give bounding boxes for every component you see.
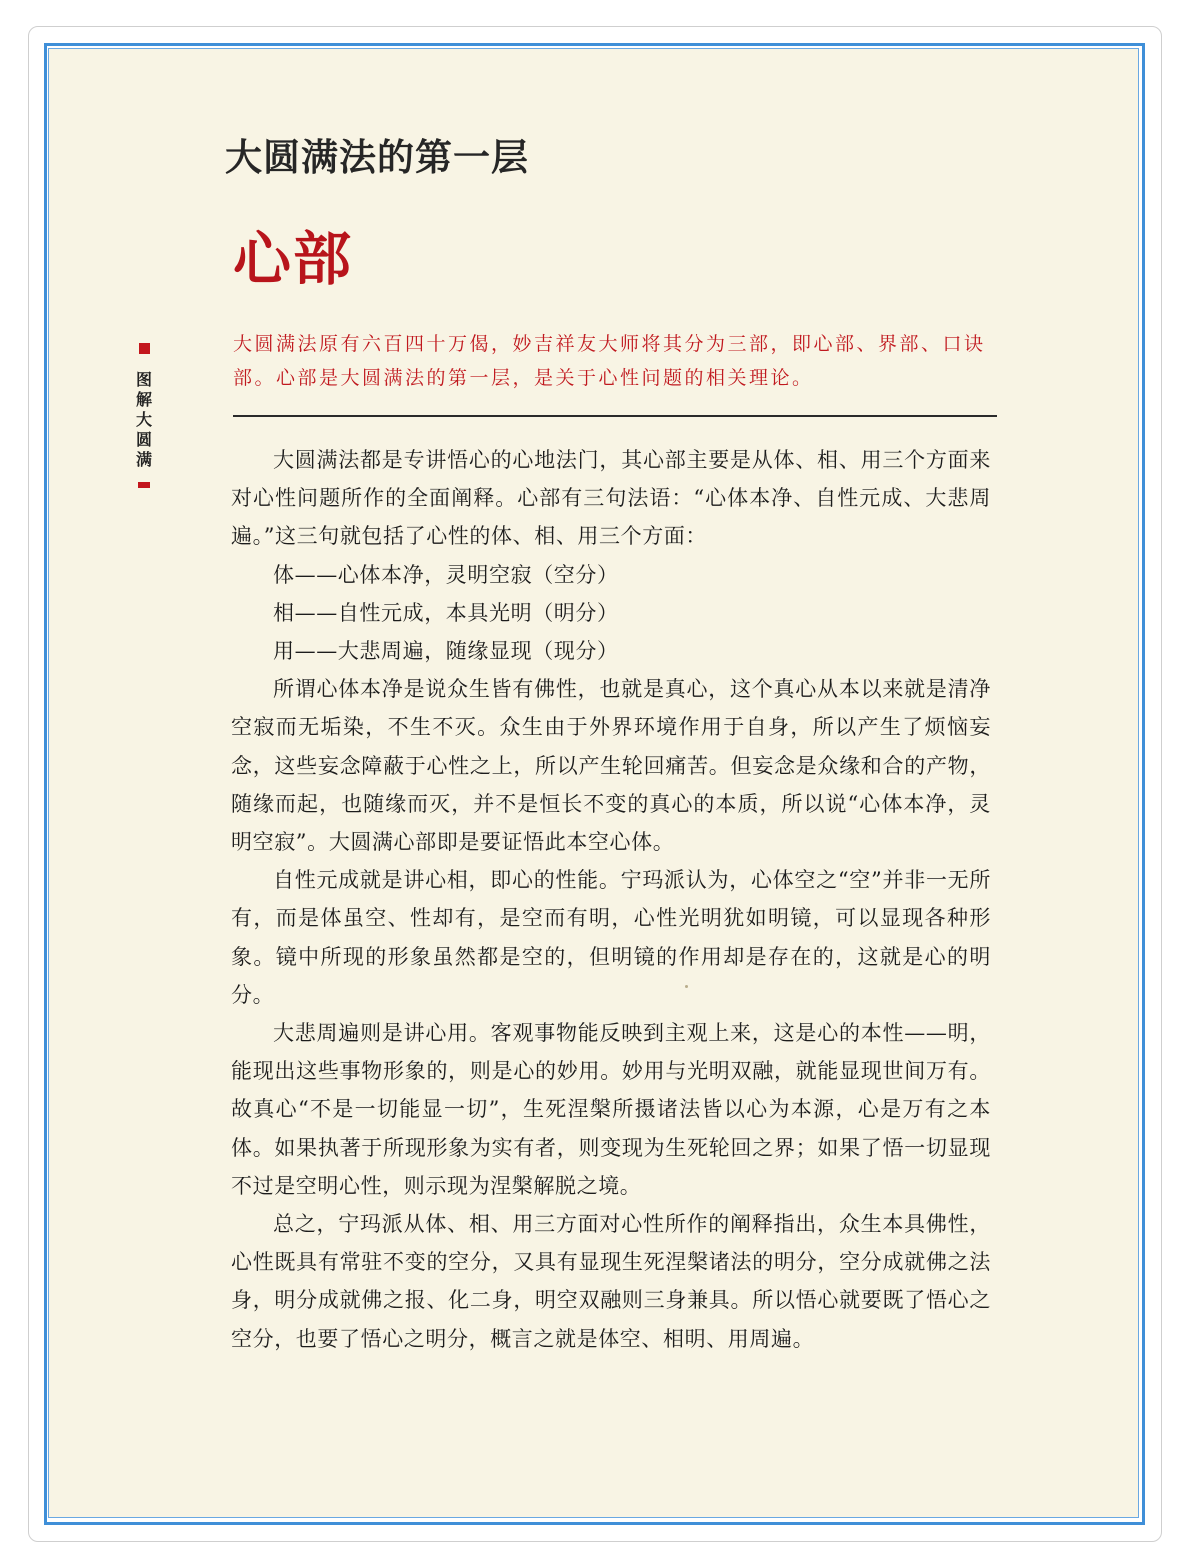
triad-line-aspect: 相——自性元成，本具光明（明分） xyxy=(273,600,619,625)
body-paragraph: 所谓心体本净是说众生皆有佛性，也就是真心，这个真心从本以来就是清净空寂而无垢染，不生不灭。众生由于外界环境作用于自身，所以产生了烦恼妄念，这些妄念障蔽于心性之上，所以产生轮回痛苦。但妄念是众缘和合的产物，随缘而起，也随缘而灭，并不是恒长不变的真心的本质，所以说“心体本净，灵明空寂”。大圆满心部即是要证悟此本空心体。 xyxy=(231,677,991,855)
section-title: 心部 xyxy=(233,225,354,293)
body-paragraph: 自性元成就是讲心相，即心的性能。宁玛派认为，心体空之“空”并非一无所有，而是体虽空、性却有，是空而有明，心性光明犹如明镜，可以显现各种形象。镜中所现的形象虽然都是空的，但明镜的作用却是存在的，这就是心的明分。 xyxy=(231,868,991,1007)
side-tab-label: 图解大圆满 xyxy=(135,370,152,469)
paper-speck xyxy=(685,985,688,988)
book-page xyxy=(48,48,1139,1518)
body-paragraph: 大圆满法都是专讲悟心的心地法门，其心部主要是从体、相、用三个方面来对心性问题所作的全面阐释。心部有三句法语：“心体本净、自性元成、大悲周遍。”这三句就包括了心性的体、相、用三个方面： xyxy=(231,448,991,549)
triad-line-body: 体——心体本净，灵明空寂（空分） xyxy=(273,562,619,587)
side-tab-marker-bottom xyxy=(138,482,150,488)
body-text xyxy=(231,441,991,1358)
body-paragraph: 总之，宁玛派从体、相、用三方面对心性所作的阐释指出，众生本具佛性，心性既具有常驻不变的空分，又具有显现生死涅槃诸法的明分，空分成就佛之法身，明分成就佛之报、化二身，明空双融则三身兼具。所以悟心就要既了悟心之空分，也要了悟心之明分，概言之就是体空、相明、用周遍。 xyxy=(231,1212,991,1351)
side-tab-marker-top xyxy=(139,343,150,354)
side-tab xyxy=(131,343,157,488)
divider xyxy=(233,415,997,417)
intro-summary: 大圆满法原有六百四十万偈，妙吉祥友大师将其分为三部，即心部、界部、口诀部。心部是大圆满法的第一层，是关于心性问题的相关理论。 xyxy=(233,333,986,389)
body-paragraph: 大悲周遍则是讲心用。客观事物能反映到主观上来，这是心的本性——明，能现出这些事物形象的，则是心的妙用。妙用与光明双融，就能显现世间万有。故真心“不是一切能显一切”，生死涅槃所摄诸法皆以心为本源，心是万有之本体。如果执著于所现形象为实有者，则变现为生死轮回之界；如果了悟一切显现不过是空明心性，则示现为涅槃解脱之境。 xyxy=(231,1021,991,1198)
triad-line-function: 用——大悲周遍，随缘显现（现分） xyxy=(273,639,619,664)
chapter-title: 大圆满法的第一层 xyxy=(225,136,529,179)
